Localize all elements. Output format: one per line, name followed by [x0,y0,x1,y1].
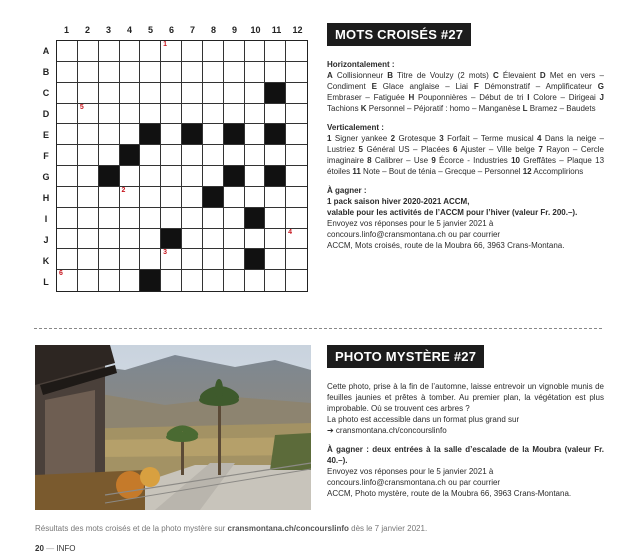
crossword-cell[interactable] [182,145,203,166]
crossword-cell[interactable] [120,187,141,208]
photo-mystery-title: PHOTO MYSTÈRE #27 [327,345,484,368]
column-number: 11 [271,25,282,35]
crossword-cell[interactable] [99,124,120,145]
section-divider [34,328,602,329]
crossword-cell[interactable] [182,229,203,250]
crossword-black-cell [203,187,224,208]
crossword-cell[interactable] [120,166,141,187]
prize-line-2: valable pour les activités de l’ACCM pour l’hiver (valeur Fr. 200.–). [327,208,578,217]
photo-send-email-line[interactable]: concours.linfo@cransmontana.ch ou par courrier [327,478,501,487]
crossword-cell[interactable] [99,104,120,125]
crossword-cell[interactable] [120,83,141,104]
send-address-line: ACCM, Mots croisés, route de la Moubra 66, 3963 Crans-Montana. [327,241,565,250]
row-letter: I [44,214,48,224]
crossword-cell[interactable] [245,229,266,250]
mystery-photo [35,345,311,510]
crossword-cell[interactable] [286,62,307,83]
crossword-cell[interactable] [120,124,141,145]
cell-number: 6 [59,270,63,278]
crossword-cell[interactable] [120,229,141,250]
crossword-cell[interactable] [224,249,245,270]
crossword-cell[interactable] [245,83,266,104]
crossword-cell[interactable] [57,83,78,104]
crossword-cell[interactable] [99,145,120,166]
crossword-cell[interactable] [78,62,99,83]
crossword-cell[interactable] [99,41,120,62]
crossword-cell[interactable] [99,208,120,229]
row-letter: H [42,193,50,203]
results-post: dès le 7 janvier 2021. [348,524,428,533]
crossword-cell[interactable] [203,104,224,125]
crossword-clues [327,59,604,251]
photo-send-address-line: ACCM, Photo mystère, route de la Moubra 66, 3963 Crans-Montana. [327,489,572,498]
crossword-cell[interactable] [286,124,307,145]
crossword-cell[interactable] [140,104,161,125]
crossword-cell[interactable] [78,104,99,125]
page-footer [35,544,75,553]
crossword-cell[interactable] [286,145,307,166]
crossword-cell[interactable] [182,104,203,125]
crossword-cell[interactable] [245,187,266,208]
crossword-cell[interactable] [203,270,224,291]
crossword-cell[interactable] [57,41,78,62]
crossword-cell[interactable] [224,229,245,250]
crossword-cell[interactable] [78,166,99,187]
crossword-cell[interactable] [99,249,120,270]
row-letter: D [42,109,50,119]
crossword-cell[interactable] [245,104,266,125]
crossword-cell[interactable] [265,208,286,229]
row-letter: F [43,151,49,161]
crossword-cell[interactable] [182,270,203,291]
crossword-cell[interactable] [245,270,266,291]
crossword-cell[interactable] [265,270,286,291]
crossword-cell[interactable] [78,249,99,270]
crossword-cell[interactable] [57,166,78,187]
column-number: 10 [250,25,261,35]
section-label: INFO [56,544,76,553]
column-number: 12 [292,25,303,35]
column-number: 9 [231,25,237,35]
results-pre: Résultats des mots croisés et de la photo mystère sur [35,524,228,533]
crossword-black-cell [120,145,141,166]
crossword-cell[interactable] [57,104,78,125]
crossword-cell[interactable] [245,166,266,187]
row-letter: K [42,256,50,266]
prize-line-1: 1 pack saison hiver 2020-2021 ACCM, [327,197,470,206]
crossword-cell[interactable] [182,41,203,62]
crossword-cell[interactable] [286,187,307,208]
crossword-black-cell [140,124,161,145]
crossword-cell[interactable] [265,187,286,208]
crossword-cell[interactable] [78,208,99,229]
crossword-cell[interactable] [140,145,161,166]
crossword-cell[interactable] [78,41,99,62]
crossword-black-cell [245,208,266,229]
crossword-cell[interactable] [224,145,245,166]
crossword-cell[interactable] [265,104,286,125]
crossword-cell[interactable] [140,83,161,104]
crossword-cell[interactable] [120,249,141,270]
column-number: 4 [126,25,132,35]
row-letter: C [42,88,50,98]
crossword-cell[interactable] [203,229,224,250]
crossword-cell[interactable] [57,62,78,83]
row-letter: B [42,67,50,77]
crossword-cell[interactable] [57,208,78,229]
crossword-cell[interactable] [224,270,245,291]
crossword-cell[interactable] [120,41,141,62]
cell-number: 5 [79,103,84,111]
crossword-cell[interactable] [182,166,203,187]
photo-link[interactable]: ➔ cransmontana.ch/concourslinfo [327,426,447,435]
crossword-cell[interactable] [286,229,307,250]
crossword-cell[interactable] [286,208,307,229]
crossword-cell[interactable] [161,187,182,208]
send-line-1: Envoyez vos réponses pour le 5 janvier 2021 à [327,219,494,228]
crossword-cell[interactable] [203,208,224,229]
crossword-cell[interactable] [78,270,99,291]
crossword-cell[interactable] [140,249,161,270]
crossword-cell[interactable] [161,145,182,166]
column-number: 7 [189,25,195,35]
crossword-cell[interactable] [99,187,120,208]
crossword-cell[interactable] [140,62,161,83]
crossword-cell[interactable] [182,62,203,83]
crossword-cell[interactable] [224,62,245,83]
crossword-cell[interactable] [78,187,99,208]
crossword-cell[interactable] [286,249,307,270]
crossword-title: MOTS CROISÉS #27 [327,23,471,46]
crossword-cell[interactable] [140,229,161,250]
crossword-cell[interactable] [224,104,245,125]
crossword-cell[interactable] [286,166,307,187]
crossword-cell[interactable] [203,249,224,270]
photo-access-line: La photo est accessible dans un format plus grand sur [327,415,520,424]
crossword-black-cell [161,229,182,250]
crossword-black-cell [265,83,286,104]
column-number: 2 [84,25,90,35]
crossword-cell[interactable] [57,249,78,270]
crossword-cell[interactable] [245,41,266,62]
crossword-cell[interactable] [203,41,224,62]
crossword-cell[interactable] [182,208,203,229]
crossword-cell[interactable] [78,83,99,104]
crossword-cell[interactable] [265,62,286,83]
crossword-cell[interactable] [286,83,307,104]
cell-number: 3 [163,249,168,257]
column-number: 6 [168,25,174,35]
crossword-cell[interactable] [120,104,141,125]
crossword-cell[interactable] [203,145,224,166]
column-number: 3 [105,25,111,35]
cell-number: 1 [163,41,168,48]
crossword-cell[interactable] [286,270,307,291]
crossword-cell[interactable] [224,187,245,208]
crossword-cell[interactable] [57,270,78,291]
crossword-cell[interactable] [78,229,99,250]
horizontal-clues: A Collisionneur B Titre de Voulzy (2 mots) C Élevaient D Met en vers – Condiment E Glace anglaise – Liai F Démonstratif – Amplificateur G Embraser – Fatiguée H Pouponnières – Début de tri I Colore – Dirigeai J Tachions K Personnel – Péjoratif : homo – Manganèse L Bramez – Baudets [327,71,605,113]
column-number: 5 [147,25,153,35]
crossword-black-cell [224,166,245,187]
crossword-cell[interactable] [57,124,78,145]
crossword-cell[interactable] [99,62,120,83]
column-number: 8 [210,25,216,35]
crossword-cell[interactable] [161,166,182,187]
crossword-cell[interactable] [140,166,161,187]
photo-send-line-1: Envoyez vos réponses pour le 5 janvier 2021 à [327,467,494,476]
crossword-cell[interactable] [120,208,141,229]
vertical-clues: 1 Signer yankee 2 Grotesque 3 Forfait – Terme musical 4 Dans la neige – Lustriez 5 Général US – Placées 6 Ajuster – Ville belge 7 Rayon – Cercle imaginaire 8 Calibrer – Use 9 Écorce - Industries 10 Greffâtes – Plaque 13 étoiles 11 Note – Bout de ténia – Grecque – Personnel 12 Accomplirions [327,134,605,176]
crossword-cell[interactable] [78,145,99,166]
crossword-cell[interactable] [57,145,78,166]
crossword-cell[interactable] [161,41,182,62]
page-number: 20 [35,544,44,553]
crossword-cell[interactable] [224,208,245,229]
crossword-cell[interactable] [182,249,203,270]
crossword-cell[interactable] [286,104,307,125]
crossword-black-cell [182,124,203,145]
crossword-cell[interactable] [224,83,245,104]
crossword-black-cell [265,124,286,145]
prize-title: À gagner : [327,186,367,195]
crossword-cell[interactable] [57,187,78,208]
row-letter: G [42,172,50,182]
crossword-cell[interactable] [99,83,120,104]
crossword-black-cell [140,270,161,291]
results-note [35,524,427,533]
crossword-cell[interactable] [120,62,141,83]
crossword-black-cell [265,166,286,187]
crossword-cell[interactable] [140,208,161,229]
photo-mystery-text [327,381,604,499]
photo-prize-line: À gagner : deux entrées à la salle d’escalade de la Moubra (valeur Fr. 40.–). [327,445,604,465]
crossword-cell[interactable] [161,249,182,270]
cell-number: 2 [121,186,126,194]
crossword-cell[interactable] [161,124,182,145]
crossword-cell[interactable] [286,41,307,62]
crossword-black-cell [99,166,120,187]
row-letter: J [43,235,49,245]
vertical-title: Verticalement : [327,123,384,132]
crossword-cell[interactable] [203,62,224,83]
row-letter: A [42,46,50,56]
crossword-cell[interactable] [203,83,224,104]
crossword-cell[interactable] [140,41,161,62]
crossword-cell[interactable] [161,208,182,229]
crossword-cell[interactable] [78,124,99,145]
send-email-line[interactable]: concours.linfo@cransmontana.ch ou par courrier [327,230,501,239]
crossword-cell[interactable] [245,145,266,166]
row-letter: L [43,277,49,287]
crossword-cell[interactable] [161,270,182,291]
crossword-cell[interactable] [265,249,286,270]
crossword-cell[interactable] [161,62,182,83]
crossword-cell[interactable] [57,229,78,250]
cell-number: 4 [288,228,293,236]
crossword-cell[interactable] [245,124,266,145]
crossword-cell[interactable] [182,187,203,208]
crossword-cell[interactable] [140,187,161,208]
row-letter: E [42,130,49,140]
crossword-black-cell [245,249,266,270]
crossword-cell[interactable] [99,229,120,250]
footer-dash: — [46,544,55,553]
crossword-cell[interactable] [203,166,224,187]
crossword-cell[interactable] [161,104,182,125]
crossword-cell[interactable] [99,270,120,291]
crossword-black-cell [224,124,245,145]
crossword-grid[interactable] [56,40,308,292]
crossword-cell[interactable] [161,83,182,104]
crossword-cell[interactable] [245,62,266,83]
crossword-cell[interactable] [265,229,286,250]
horizontal-title: Horizontalement : [327,60,395,69]
results-link[interactable]: cransmontana.ch/concourslinfo [227,524,349,533]
column-number: 1 [63,25,69,35]
crossword-cell[interactable] [203,124,224,145]
crossword-cell[interactable] [265,145,286,166]
photo-description: Cette photo, prise à la fin de l’automne, laisse entrevoir un vignoble munis de feuilles jaunies et prêtes à tomber. Au premier plan, la végétation est plus improbable. Où se trouvent ces arbres ? [327,382,604,413]
crossword-cell[interactable] [182,83,203,104]
crossword-cell[interactable] [120,270,141,291]
crossword-cell[interactable] [265,41,286,62]
crossword-cell[interactable] [224,41,245,62]
